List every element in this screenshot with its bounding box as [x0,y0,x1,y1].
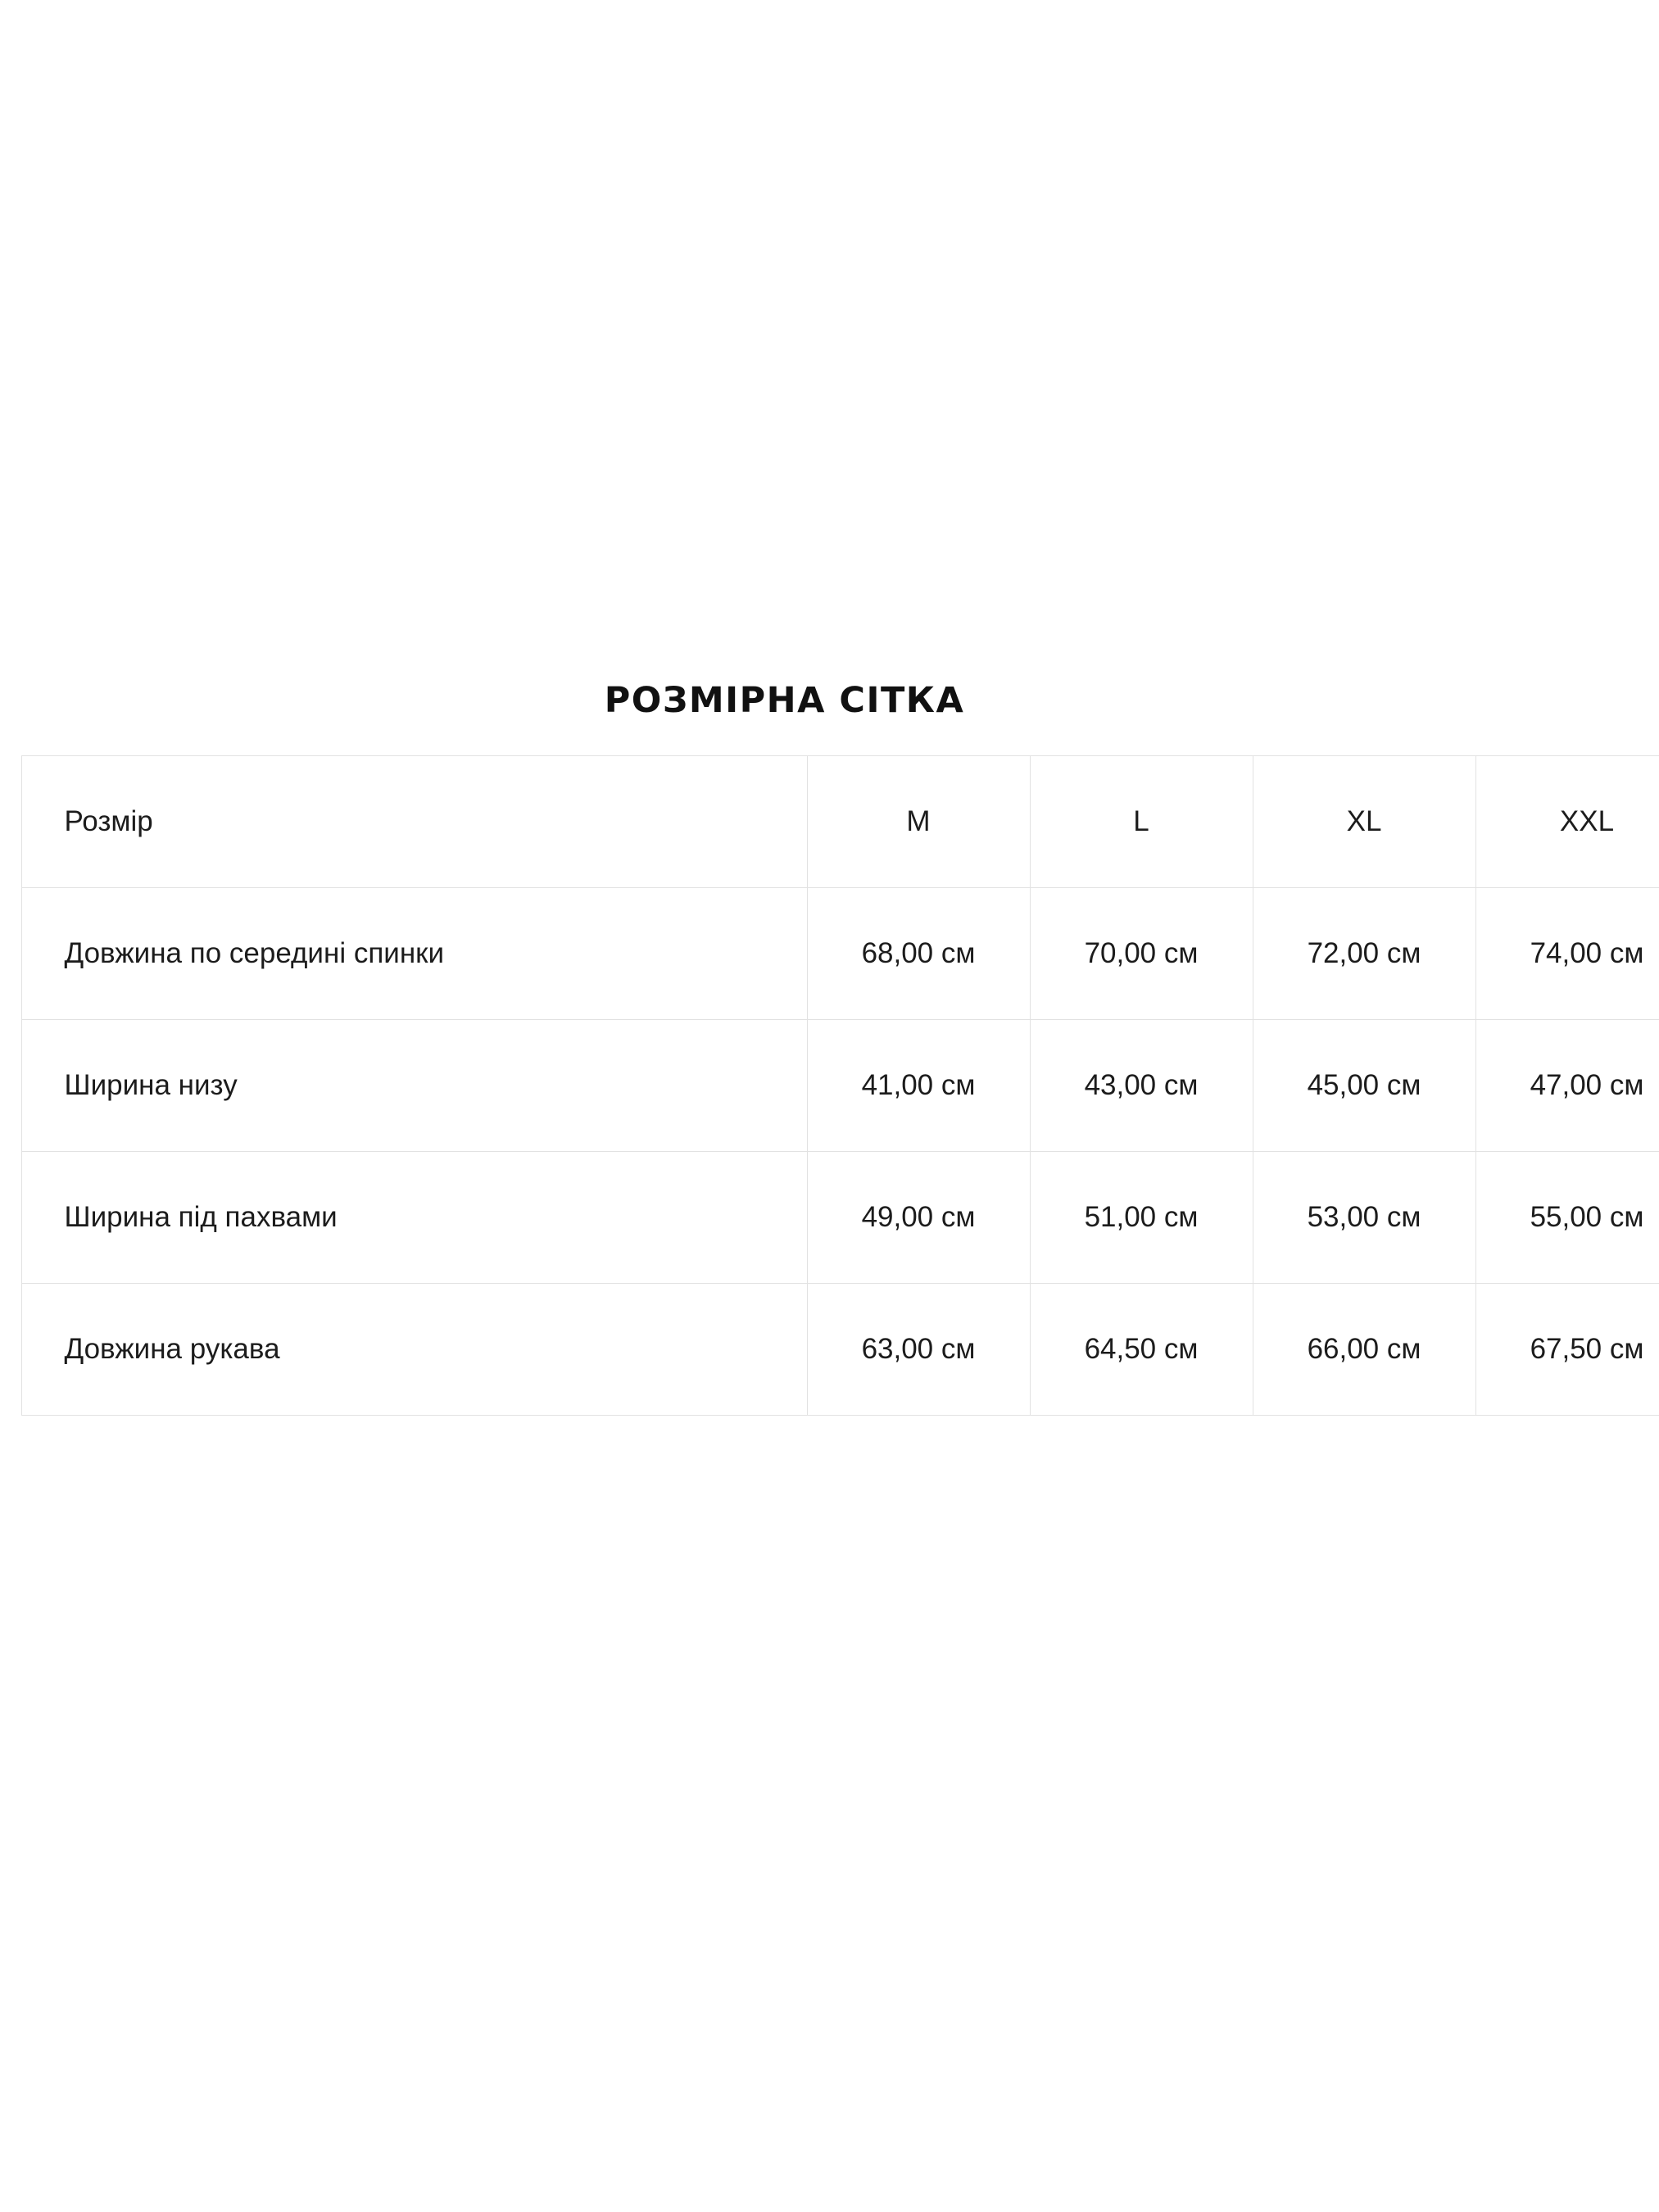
cell-chest-width-m: 49,00 см [807,1152,1030,1284]
table-row [21,1152,1659,1284]
cell-sleeve-length-l: 64,50 см [1030,1284,1253,1416]
row-label-chest-width: Ширина під пахвами [21,1152,807,1284]
cell-back-length-m: 68,00 см [807,888,1030,1020]
row-label-back-length: Довжина по середині спинки [21,888,807,1020]
cell-bottom-width-xxl: 47,00 см [1475,1020,1659,1152]
cell-chest-width-l: 51,00 см [1030,1152,1253,1284]
size-table [21,755,1659,1416]
table-header-row [21,756,1659,888]
row-label-bottom-width: Ширина низу [21,1020,807,1152]
size-table-head [21,756,1659,888]
page-title: РОЗМІРНА СІТКА [604,680,965,721]
header-cell-size-label: Розмір [21,756,807,888]
header-cell-size-xl: XL [1253,756,1475,888]
size-chart-block [0,680,1659,1416]
row-label-sleeve-length: Довжина рукава [21,1284,807,1416]
header-cell-size-l: L [1030,756,1253,888]
header-cell-size-xxl: XXL [1475,756,1659,888]
cell-chest-width-xxl: 55,00 см [1475,1152,1659,1284]
header-cell-size-m: M [807,756,1030,888]
table-row [21,1020,1659,1152]
size-table-container [7,755,1653,1416]
cell-back-length-xxl: 74,00 см [1475,888,1659,1020]
cell-bottom-width-xl: 45,00 см [1253,1020,1475,1152]
cell-back-length-xl: 72,00 см [1253,888,1475,1020]
cell-sleeve-length-xl: 66,00 см [1253,1284,1475,1416]
cell-bottom-width-l: 43,00 см [1030,1020,1253,1152]
size-table-body [21,888,1659,1416]
table-row [21,1284,1659,1416]
table-row [21,888,1659,1020]
cell-sleeve-length-xxl: 67,50 см [1475,1284,1659,1416]
cell-back-length-l: 70,00 см [1030,888,1253,1020]
cell-chest-width-xl: 53,00 см [1253,1152,1475,1284]
cell-bottom-width-m: 41,00 см [807,1020,1030,1152]
cell-sleeve-length-m: 63,00 см [807,1284,1030,1416]
